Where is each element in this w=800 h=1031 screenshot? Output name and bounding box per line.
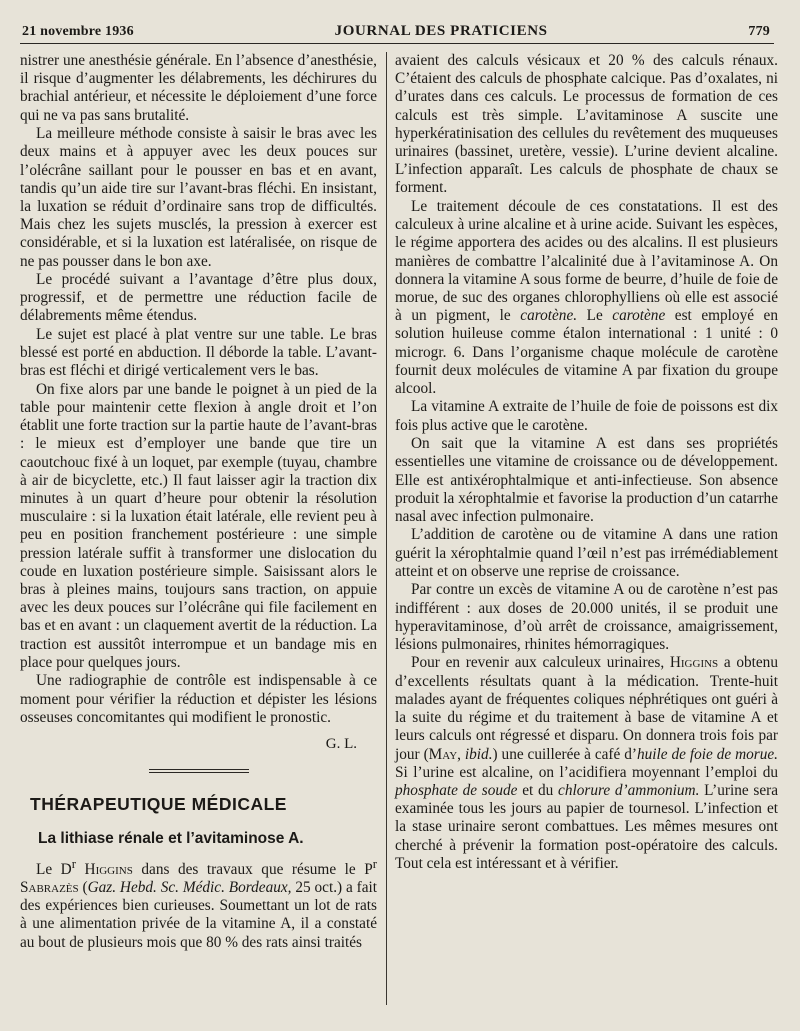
- section-separator: [149, 769, 249, 773]
- left-paragraph-1: nistrer une anesthésie générale. En l’absence d’anesthésie, il risque d’augmenter les délabrements, les déchirures du brachial antérieur, et nécessite le déploiement d’une force qui ne va pas sans brutalité.: [20, 52, 377, 124]
- right-paragraph-1: avaient des calculs vésicaux et 20 % des calculs rénaux. C’étaient des calculs de phosphate calcique. Pas d’oxalates, ni d’urates dans ces calculs. Le processus de formation de ces calculs est très simple. L’avitaminose A suscite une hyperkératinisation des cellules du revêtement des muqueuses urinaires (bassinet, uretère, vessie). L’urine devient alcaline. L’infection apparaît. Les calculs de phosphate de chaux se forment.: [395, 52, 778, 197]
- right-paragraph-3: La vitamine A extraite de l’huile de foie de poissons est dix fois plus active que le carotène.: [395, 398, 778, 434]
- text-run: Le traitement découle de ces constatations. Il est des calculeux à urine alcaline et à urine acide. Suivant les espèces, le régime apportera des acides ou des alcalins. Il est plusieurs manières de combattre l’alcalinité due à l’avitaminose A. On donnera la vitamine A sous forme de beurre, d’huile de foie de morue, de suc des organes chlorophylliens où elle est associé à un pigment, le: [395, 197, 778, 325]
- left-column: [20, 52, 377, 952]
- left-paragraph-3: Le procédé suivant a l’avantage d’être plus doux, progressif, et de permettre une réduction facile de délabrements même étendus.: [20, 271, 377, 325]
- text-run: est employé en solution huileuse comme étalon international : 1 unité : 0 microgr. 6. Dans l’organisme chaque molécule de carotène fournit deux molécules de vitamine A par fixation du groupe alcool.: [395, 307, 778, 397]
- section-title: THÉRAPEUTIQUE MÉDICALE: [30, 794, 287, 815]
- left-paragraph-4: Le sujet est placé à plat ventre sur une table. Le bras blessé est porté en abduction. Il déborde la table. L’avant-bras est fléchi et dirigé verticalement vers le bas.: [20, 325, 377, 380]
- header-page-number: 779: [748, 24, 770, 39]
- italic-term: phosphate de soude: [395, 781, 518, 799]
- author-name-may: May: [428, 745, 458, 763]
- left-paragraph-7: [20, 855, 377, 952]
- text-run: Le: [36, 860, 61, 878]
- italic-term: carotène.: [520, 307, 578, 325]
- header-date: 21 novembre 1936: [22, 24, 134, 39]
- left-paragraph-6: Une radiographie de contrôle est indispensable à ce moment pour vérifier la réduction et dépister les lésions osseuses concomitantes qui modifient le pronostic.: [20, 672, 377, 726]
- right-column: [395, 52, 778, 873]
- page-header: [22, 14, 770, 40]
- column-divider: [386, 52, 387, 1005]
- italic-term: carotène: [612, 307, 666, 325]
- right-paragraph-5: L’addition de carotène ou de vitamine A dans une ration guérit la xérophtalmie quand l’œil n’est pas irrémédiablement atteint et on observe une reprise de croissance.: [395, 526, 778, 580]
- right-paragraph-7: [395, 654, 778, 872]
- author-name-sabrazes: Sabrazès: [20, 878, 79, 896]
- text-run: a obtenu d’excellents résultats quant à la médication. Trente-huit malades ayant de fréquentes coliques néphrétiques ont guéri à la suite du régime et du traitement à base de vitamine A et leurs calculs ont régressé et disparu. On donnera trois fois par jour (: [395, 654, 778, 763]
- header-rule: [20, 43, 774, 44]
- text-run: Si l’urine est alcaline, on l’acidifiera moyennant l’emploi du: [395, 763, 778, 781]
- text-run: ) une cuillerée à café d’: [492, 745, 637, 763]
- text-run: L’urine sera examinée tous les jours au papier de tournesol. L’infection et la stase urinaire seront combattues. Les mêmes mesures ont cherché à prévenir la formation post-opératoire des calculs. Tout cela est intéressant et à vérifier.: [395, 781, 778, 872]
- text-run: D: [60, 860, 72, 878]
- italic-term: ibid.: [464, 745, 493, 763]
- left-paragraph-5: On fixe alors par une bande le poignet à un pied de la table pour maintenir cette flexion à angle droit et l’on établit une forte traction sur la partie haute de l’avant-bras : le mieux est d’employer une bande que tire un caoutchouc fixé à un loquet, par exemple (tuyau, chambre à air de bicyclette, etc.) Il faut laisser agir la traction dix minutes à un quart d’heure pour obtenir la résolution musculaire : si la luxation était latérale, elle revient peu à peu en position franchement postérieure : une simple pression latérale suffit à transformer une dislocation du coude en luxation postérieure simple. Saisissant alors le bras à pleines mains, toujours sans traction, on appuie avec les deux pouces sur l’olécrâne qui file facilement en bas et en avant : un claquement avertit de la réduction. La traction est aussitôt interrompue et un bandage mis en place pour quelques jours.: [20, 380, 377, 671]
- article-title: La lithiase rénale et l’avitaminose A.: [38, 830, 304, 848]
- author-signature: G. L.: [325, 736, 357, 752]
- text-run: ,: [457, 745, 465, 763]
- text-run: et du: [517, 781, 559, 799]
- text-run: Pour en revenir aux calculeux urinaires,: [411, 654, 670, 672]
- right-paragraph-2: [395, 198, 778, 398]
- author-name-higgins: Higgins: [75, 860, 133, 878]
- header-journal-title: JOURNAL DES PRATICIENS: [334, 23, 548, 39]
- right-paragraph-6: Par contre un excès de vitamine A ou de carotène n’est pas indifférent : aux doses de 20.000 unités, il se produit une hyperavitaminose, d’où arrêt de croissance, amaigrissement, lésions pulmonaires, rhinites hémorragiques.: [395, 581, 778, 653]
- left-paragraph-2: La meilleure méthode consiste à saisir le bras avec les deux mains et à appuyer avec les deux pouces sur l’olécrâne saillant pour le pousser en bas et en avant, tandis qu’un aide tire sur l’avant-bras fléchi. En insistant, la luxation se réduit d’ordinaire sans trop de difficultés. Mais chez les sujets musclés, la pression à exercer est considérable, et si la luxation est latéralisée, on risque de ne pas pousser dans le bon axe.: [20, 125, 377, 270]
- author-name-higgins: Higgins: [669, 654, 719, 672]
- text-run: (: [78, 878, 88, 896]
- text-run: P: [364, 860, 373, 878]
- text-run: r: [372, 856, 377, 871]
- text-run: dans des travaux que résume le: [132, 860, 365, 878]
- text-run: Le: [577, 307, 613, 325]
- italic-term: huile de foie de morue.: [636, 745, 778, 763]
- text-run: r: [71, 856, 76, 871]
- italic-term: chlorure d’ammonium.: [558, 781, 700, 799]
- citation-journal: Gaz. Hebd. Sc. Médic. Bordeaux,: [87, 878, 292, 896]
- right-paragraph-4: On sait que la vitamine A est dans ses propriétés essentielles une vitamine de croissance ou de développement. Elle est antixérophtalmique et anti-infectieuse. Son absence produit la xérophtalmie et favorise la production d’un catarrhe nasal avec infection pulmonaire.: [395, 435, 778, 525]
- text-run: 25 oct.) a fait des expériences bien curieuses. Soumettant un lot de rats à une alimentation privée de la vitamine A, il a constaté au bout de plusieurs mois que 80 % des rats ainsi traités: [20, 878, 378, 951]
